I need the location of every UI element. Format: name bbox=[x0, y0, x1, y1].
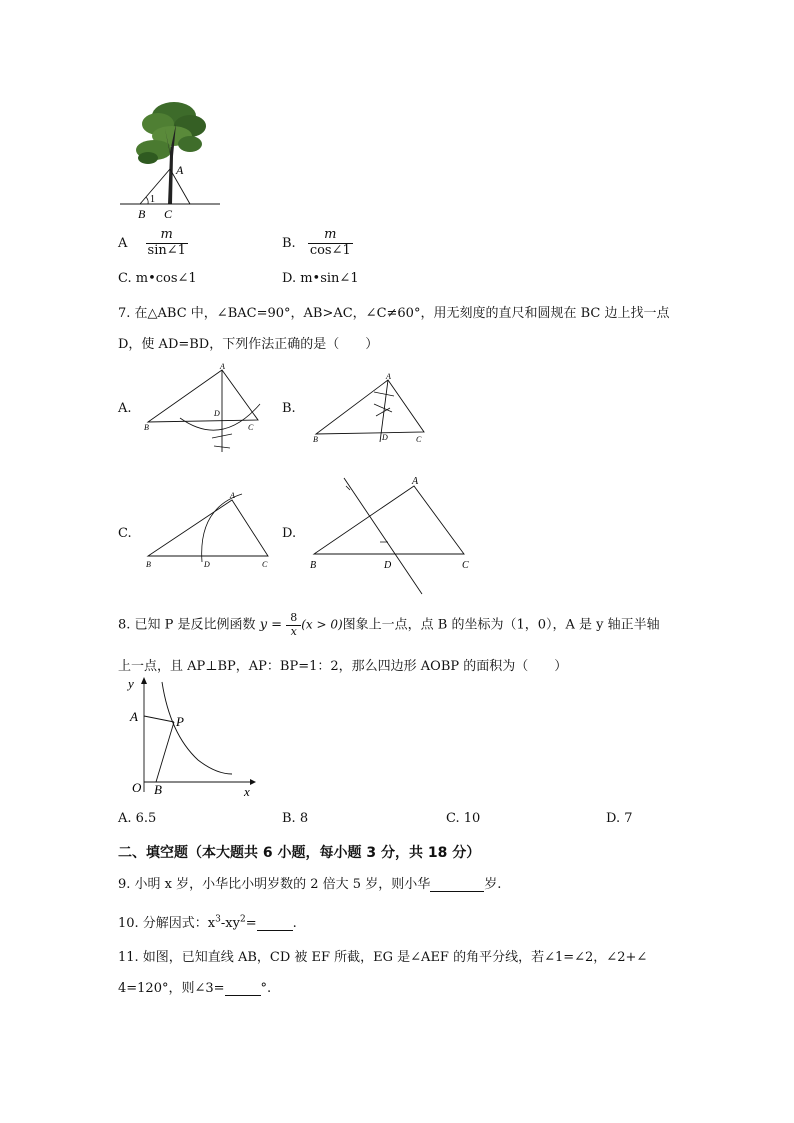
q11-line2: 4=120°，则∠3= °. bbox=[118, 981, 272, 996]
q9: 9. 小明 x 岁，小华比小明岁数的 2 倍大 5 岁，则小华 岁. bbox=[118, 877, 502, 892]
section-2-heading: 二、填空题（本大题共 6 小题，每小题 3 分，共 18 分） bbox=[118, 845, 481, 861]
svg-text:D: D bbox=[214, 409, 220, 418]
svg-text:A: A bbox=[220, 362, 225, 371]
svg-text:B: B bbox=[144, 423, 149, 432]
q10-blank[interactable] bbox=[257, 916, 293, 931]
tree-label-a: A bbox=[176, 163, 184, 177]
svg-text:B: B bbox=[313, 435, 318, 444]
q8-choice-d: D. 7 bbox=[606, 811, 633, 826]
q9-blank[interactable] bbox=[430, 877, 484, 892]
q8-line1: 8. 已知 P 是反比例函数 y = $\frac{8}{x}$ (x > 0)图象上一点，点 B 的坐标为（1，0），A 是 y 轴正半轴 bbox=[118, 611, 660, 638]
svg-text:A: A bbox=[130, 709, 138, 724]
tree-figure bbox=[118, 94, 228, 224]
q7-figure-a bbox=[140, 362, 270, 457]
q7-line2: D，使 AD=BD，下列作法正确的是（ ） bbox=[118, 337, 379, 352]
svg-text:A: A bbox=[230, 491, 235, 500]
q8-choice-b: B. 8 bbox=[282, 811, 309, 826]
svg-text:C: C bbox=[262, 560, 268, 569]
q7-opt-a-label: A. bbox=[118, 401, 132, 416]
q11-blank[interactable] bbox=[225, 981, 261, 996]
q6-option-b: B. $\frac{m}{\cos\angle 1}$ bbox=[282, 227, 351, 258]
q7-opt-b-label: B. bbox=[282, 401, 296, 416]
q7-opt-d-label: D. bbox=[282, 526, 297, 541]
q11-line1: 11. 如图，已知直线 AB，CD 被 EF 所截，EG 是∠AEF 的角平分线，若∠1=∠2，∠2+∠ bbox=[118, 950, 648, 965]
q8-line2: 上一点，且 AP⊥BP，AP：BP=1：2，那么四边形 AOBP 的面积为（ ） bbox=[118, 659, 568, 674]
svg-text:C: C bbox=[416, 435, 422, 444]
tree-label-b: B bbox=[138, 207, 146, 221]
svg-text:D: D bbox=[204, 560, 210, 569]
svg-text:x: x bbox=[244, 784, 250, 799]
svg-text:A: A bbox=[386, 372, 391, 381]
svg-text:D: D bbox=[384, 560, 392, 571]
svg-text:O: O bbox=[132, 780, 142, 795]
svg-text:C: C bbox=[462, 560, 469, 571]
svg-text:y: y bbox=[128, 676, 134, 691]
q6-option-d: D. m•sin∠1 bbox=[282, 271, 359, 286]
svg-text:B: B bbox=[146, 560, 151, 569]
q8-choice-a: A. 6.5 bbox=[118, 811, 157, 826]
svg-text:P: P bbox=[176, 714, 184, 729]
q7-opt-c-label: C. bbox=[118, 526, 132, 541]
svg-text:B: B bbox=[310, 560, 317, 571]
q7-figure-b bbox=[310, 370, 440, 450]
q10: 10. 分解因式：$x^3-xy^2=$ . bbox=[118, 914, 297, 931]
q8-choice-c: C. 10 bbox=[446, 811, 481, 826]
svg-text:D: D bbox=[382, 433, 388, 442]
q6-option-c: C. m•cos∠1 bbox=[118, 271, 197, 286]
q8-graph bbox=[120, 674, 260, 802]
angle-label-1: 1 bbox=[150, 194, 155, 205]
svg-text:B: B bbox=[154, 782, 162, 797]
q7-line1: 7. 在△ABC 中，∠BAC=90°，AB>AC，∠C≠60°，用无刻度的直尺和圆规在 BC 边上找一点 bbox=[118, 306, 670, 321]
svg-text:C: C bbox=[248, 423, 254, 432]
q7-figure-d bbox=[304, 472, 484, 598]
tree-label-c: C bbox=[164, 207, 173, 221]
q7-figure-c bbox=[140, 488, 280, 570]
svg-text:A: A bbox=[412, 476, 419, 487]
q6-option-a: A $\frac{m}{\sin\angle 1}$ bbox=[118, 227, 186, 258]
